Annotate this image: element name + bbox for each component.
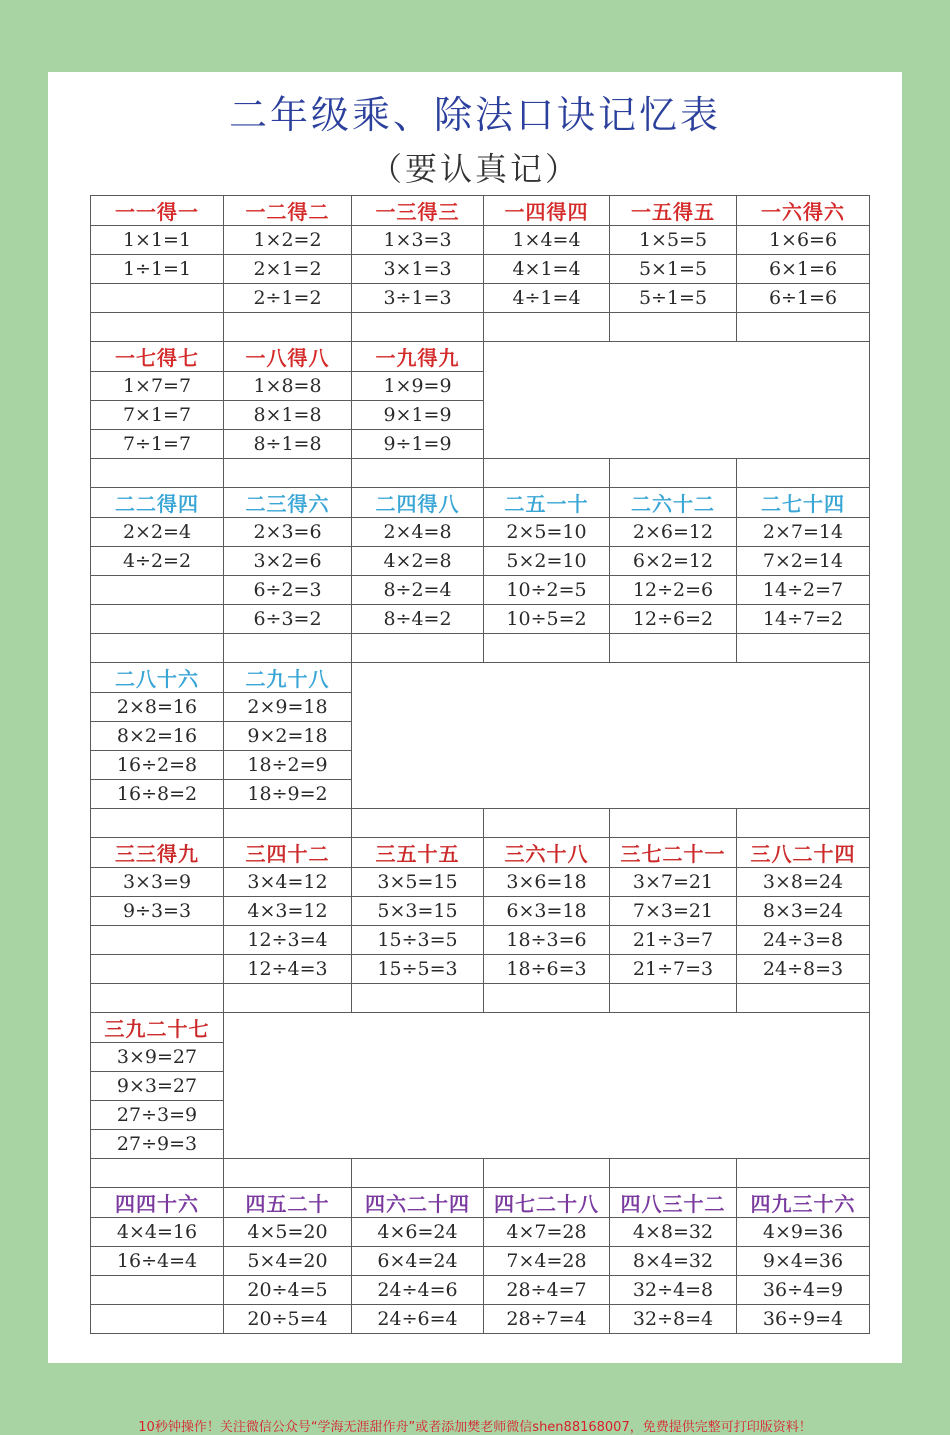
table-row xyxy=(91,1188,870,1218)
rhyme-heading: 一一得一 xyxy=(91,196,224,226)
equation-cell: 4×2=8 xyxy=(352,547,484,576)
empty-cell xyxy=(224,1159,352,1188)
equation-cell: 27÷9=3 xyxy=(91,1130,224,1159)
equation-cell: 1×8=8 xyxy=(224,372,352,401)
blank-area xyxy=(352,663,870,809)
equation-cell: 32÷8=4 xyxy=(610,1305,737,1334)
equation-cell: 5×1=5 xyxy=(610,255,737,284)
rhyme-heading: 二四得八 xyxy=(352,488,484,518)
equation-cell: 9×2=18 xyxy=(224,722,352,751)
table-row xyxy=(91,1159,870,1188)
equation-cell: 3×5=15 xyxy=(352,868,484,897)
equation-cell: 18÷3=6 xyxy=(484,926,610,955)
equation-cell: 12÷2=6 xyxy=(610,576,737,605)
equation-cell: 2×2=4 xyxy=(91,518,224,547)
blank-area xyxy=(224,1013,870,1159)
empty-cell xyxy=(91,634,224,663)
equation-cell: 16÷2=8 xyxy=(91,751,224,780)
rhyme-heading: 一二得二 xyxy=(224,196,352,226)
equation-cell: 1×2=2 xyxy=(224,226,352,255)
empty-cell xyxy=(352,459,484,488)
equation-cell: 6÷1=6 xyxy=(737,284,870,313)
empty-cell xyxy=(91,984,224,1013)
equation-cell: 3×4=12 xyxy=(224,868,352,897)
equation-cell: 3×7=21 xyxy=(610,868,737,897)
equation-cell: 8×2=16 xyxy=(91,722,224,751)
equation-cell: 16÷8=2 xyxy=(91,780,224,809)
equation-cell: 18÷2=9 xyxy=(224,751,352,780)
equation-cell: 7×3=21 xyxy=(610,897,737,926)
empty-cell xyxy=(91,605,224,634)
table-row xyxy=(91,955,870,984)
rhyme-heading: 一九得九 xyxy=(352,342,484,372)
multiplication-table xyxy=(90,195,870,1334)
table-row xyxy=(91,926,870,955)
empty-cell xyxy=(91,1276,224,1305)
equation-cell: 7×4=28 xyxy=(484,1247,610,1276)
equation-cell: 8÷2=4 xyxy=(352,576,484,605)
equation-cell: 18÷6=3 xyxy=(484,955,610,984)
equation-cell: 2÷1=2 xyxy=(224,284,352,313)
empty-cell xyxy=(352,634,484,663)
equation-cell: 36÷9=4 xyxy=(737,1305,870,1334)
equation-cell: 4×3=12 xyxy=(224,897,352,926)
empty-cell xyxy=(352,1159,484,1188)
equation-cell: 14÷7=2 xyxy=(737,605,870,634)
table-row xyxy=(91,868,870,897)
table-row xyxy=(91,1013,870,1043)
empty-cell xyxy=(484,1159,610,1188)
rhyme-heading: 四八三十二 xyxy=(610,1188,737,1218)
equation-cell: 24÷4=6 xyxy=(352,1276,484,1305)
equation-cell: 6÷3=2 xyxy=(224,605,352,634)
equation-cell: 5×2=10 xyxy=(484,547,610,576)
empty-cell xyxy=(224,634,352,663)
rhyme-heading: 二九十八 xyxy=(224,663,352,693)
equation-cell: 2×9=18 xyxy=(224,693,352,722)
empty-cell xyxy=(224,313,352,342)
rhyme-heading: 一三得三 xyxy=(352,196,484,226)
rhyme-heading: 二二得四 xyxy=(91,488,224,518)
equation-cell: 4×4=16 xyxy=(91,1218,224,1247)
table-row xyxy=(91,634,870,663)
table-row xyxy=(91,547,870,576)
empty-cell xyxy=(91,809,224,838)
equation-cell: 7×2=14 xyxy=(737,547,870,576)
equation-cell: 2×3=6 xyxy=(224,518,352,547)
empty-cell xyxy=(737,1159,870,1188)
equation-cell: 8÷4=2 xyxy=(352,605,484,634)
rhyme-heading: 一五得五 xyxy=(610,196,737,226)
page-title: 二年级乘、除法口诀记忆表 xyxy=(228,93,721,137)
equation-cell: 8÷1=8 xyxy=(224,430,352,459)
empty-cell xyxy=(484,313,610,342)
empty-cell xyxy=(610,634,737,663)
rhyme-heading: 四七二十八 xyxy=(484,1188,610,1218)
rhyme-heading: 三四十二 xyxy=(224,838,352,868)
empty-cell xyxy=(737,984,870,1013)
table-row xyxy=(91,226,870,255)
empty-cell xyxy=(484,984,610,1013)
equation-cell: 2×6=12 xyxy=(610,518,737,547)
empty-cell xyxy=(737,459,870,488)
table-row xyxy=(91,838,870,868)
table-row xyxy=(91,284,870,313)
empty-cell xyxy=(224,459,352,488)
equation-cell: 1×1=1 xyxy=(91,226,224,255)
table-row xyxy=(91,1305,870,1334)
equation-cell: 27÷3=9 xyxy=(91,1101,224,1130)
table-row xyxy=(91,984,870,1013)
equation-cell: 2×4=8 xyxy=(352,518,484,547)
equation-cell: 6÷2=3 xyxy=(224,576,352,605)
equation-cell: 12÷4=3 xyxy=(224,955,352,984)
rhyme-heading: 三九二十七 xyxy=(91,1013,224,1043)
rhyme-heading: 四六二十四 xyxy=(352,1188,484,1218)
equation-cell: 2×8=16 xyxy=(91,693,224,722)
table-row xyxy=(91,1276,870,1305)
equation-cell: 12÷6=2 xyxy=(610,605,737,634)
rhyme-heading: 一七得七 xyxy=(91,342,224,372)
table-row xyxy=(91,809,870,838)
table-row xyxy=(91,459,870,488)
equation-cell: 2×5=10 xyxy=(484,518,610,547)
equation-cell: 24÷3=8 xyxy=(737,926,870,955)
equation-cell: 3×3=9 xyxy=(91,868,224,897)
table-row xyxy=(91,196,870,226)
rhyme-heading: 四五二十 xyxy=(224,1188,352,1218)
empty-cell xyxy=(91,1159,224,1188)
empty-cell xyxy=(91,926,224,955)
equation-cell: 16÷4=4 xyxy=(91,1247,224,1276)
equation-cell: 4×1=4 xyxy=(484,255,610,284)
equation-cell: 4×9=36 xyxy=(737,1218,870,1247)
rhyme-heading: 三八二十四 xyxy=(737,838,870,868)
table-row xyxy=(91,605,870,634)
equation-cell: 32÷4=8 xyxy=(610,1276,737,1305)
empty-cell xyxy=(484,809,610,838)
equation-cell: 9×3=27 xyxy=(91,1072,224,1101)
equation-cell: 7×1=7 xyxy=(91,401,224,430)
equation-cell: 9÷3=3 xyxy=(91,897,224,926)
empty-cell xyxy=(91,459,224,488)
table-row xyxy=(91,488,870,518)
empty-cell xyxy=(610,313,737,342)
rhyme-heading: 二五一十 xyxy=(484,488,610,518)
equation-cell: 3÷1=3 xyxy=(352,284,484,313)
table-row xyxy=(91,313,870,342)
empty-cell xyxy=(737,809,870,838)
empty-cell xyxy=(352,984,484,1013)
equation-cell: 15÷3=5 xyxy=(352,926,484,955)
equation-cell: 4×8=32 xyxy=(610,1218,737,1247)
equation-cell: 8×1=8 xyxy=(224,401,352,430)
table-row xyxy=(91,663,870,693)
equation-cell: 10÷5=2 xyxy=(484,605,610,634)
table-row xyxy=(91,1247,870,1276)
equation-cell: 1×6=6 xyxy=(737,226,870,255)
equation-cell: 14÷2=7 xyxy=(737,576,870,605)
equation-cell: 4×6=24 xyxy=(352,1218,484,1247)
equation-cell: 2×7=14 xyxy=(737,518,870,547)
rhyme-heading: 二七十四 xyxy=(737,488,870,518)
table-row xyxy=(91,518,870,547)
equation-cell: 10÷2=5 xyxy=(484,576,610,605)
blank-area xyxy=(484,342,870,459)
table-row xyxy=(91,255,870,284)
empty-cell xyxy=(91,313,224,342)
rhyme-heading: 一六得六 xyxy=(737,196,870,226)
equation-cell: 7÷1=7 xyxy=(91,430,224,459)
equation-cell: 21÷7=3 xyxy=(610,955,737,984)
empty-cell xyxy=(737,313,870,342)
empty-cell xyxy=(91,1305,224,1334)
rhyme-heading: 二六十二 xyxy=(610,488,737,518)
rhyme-heading: 四四十六 xyxy=(91,1188,224,1218)
equation-cell: 24÷8=3 xyxy=(737,955,870,984)
equation-cell: 20÷4=5 xyxy=(224,1276,352,1305)
empty-cell xyxy=(91,955,224,984)
equation-cell: 4×7=28 xyxy=(484,1218,610,1247)
equation-cell: 1÷1=1 xyxy=(91,255,224,284)
table-row xyxy=(91,576,870,605)
equation-cell: 24÷6=4 xyxy=(352,1305,484,1334)
rhyme-heading: 三七二十一 xyxy=(610,838,737,868)
empty-cell xyxy=(352,809,484,838)
equation-cell: 28÷7=4 xyxy=(484,1305,610,1334)
equation-cell: 3×6=18 xyxy=(484,868,610,897)
equation-cell: 5×4=20 xyxy=(224,1247,352,1276)
empty-cell xyxy=(224,809,352,838)
empty-cell xyxy=(610,984,737,1013)
equation-cell: 3×1=3 xyxy=(352,255,484,284)
equation-cell: 21÷3=7 xyxy=(610,926,737,955)
equation-cell: 28÷4=7 xyxy=(484,1276,610,1305)
rhyme-heading: 一八得八 xyxy=(224,342,352,372)
equation-cell: 1×5=5 xyxy=(610,226,737,255)
empty-cell xyxy=(610,809,737,838)
equation-cell: 4÷2=2 xyxy=(91,547,224,576)
equation-cell: 18÷9=2 xyxy=(224,780,352,809)
equation-cell: 1×7=7 xyxy=(91,372,224,401)
equation-cell: 8×3=24 xyxy=(737,897,870,926)
table-row xyxy=(91,897,870,926)
equation-cell: 5×3=15 xyxy=(352,897,484,926)
equation-cell: 3×2=6 xyxy=(224,547,352,576)
empty-cell xyxy=(91,284,224,313)
equation-cell: 36÷4=9 xyxy=(737,1276,870,1305)
rhyme-heading: 三六十八 xyxy=(484,838,610,868)
empty-cell xyxy=(610,459,737,488)
empty-cell xyxy=(352,313,484,342)
equation-cell: 6×1=6 xyxy=(737,255,870,284)
equation-cell: 1×4=4 xyxy=(484,226,610,255)
equation-cell: 9×1=9 xyxy=(352,401,484,430)
equation-cell: 5÷1=5 xyxy=(610,284,737,313)
empty-cell xyxy=(224,984,352,1013)
equation-cell: 1×3=3 xyxy=(352,226,484,255)
footer-notice: 10秒钟操作！关注微信公众号“学海无涯甜作舟”或者添加樊老师微信shen88168007，免费提供完整可打印版资料！ xyxy=(138,1420,812,1435)
table-row xyxy=(91,342,870,372)
empty-cell xyxy=(91,576,224,605)
rhyme-heading: 三三得九 xyxy=(91,838,224,868)
equation-cell: 6×3=18 xyxy=(484,897,610,926)
equation-cell: 4×5=20 xyxy=(224,1218,352,1247)
rhyme-heading: 三五十五 xyxy=(352,838,484,868)
equation-cell: 1×9=9 xyxy=(352,372,484,401)
page-subtitle: （要认真记） xyxy=(369,150,580,188)
equation-cell: 8×4=32 xyxy=(610,1247,737,1276)
equation-cell: 12÷3=4 xyxy=(224,926,352,955)
empty-cell xyxy=(484,459,610,488)
equation-cell: 4÷1=4 xyxy=(484,284,610,313)
equation-cell: 15÷5=3 xyxy=(352,955,484,984)
equation-cell: 20÷5=4 xyxy=(224,1305,352,1334)
rhyme-heading: 二八十六 xyxy=(91,663,224,693)
equation-cell: 9÷1=9 xyxy=(352,430,484,459)
equation-cell: 6×2=12 xyxy=(610,547,737,576)
empty-cell xyxy=(484,634,610,663)
rhyme-heading: 一四得四 xyxy=(484,196,610,226)
rhyme-heading: 四九三十六 xyxy=(737,1188,870,1218)
equation-cell: 3×8=24 xyxy=(737,868,870,897)
rhyme-heading: 二三得六 xyxy=(224,488,352,518)
empty-cell xyxy=(610,1159,737,1188)
equation-cell: 2×1=2 xyxy=(224,255,352,284)
equation-cell: 6×4=24 xyxy=(352,1247,484,1276)
equation-cell: 9×4=36 xyxy=(737,1247,870,1276)
empty-cell xyxy=(737,634,870,663)
equation-cell: 3×9=27 xyxy=(91,1043,224,1072)
table-row xyxy=(91,1218,870,1247)
